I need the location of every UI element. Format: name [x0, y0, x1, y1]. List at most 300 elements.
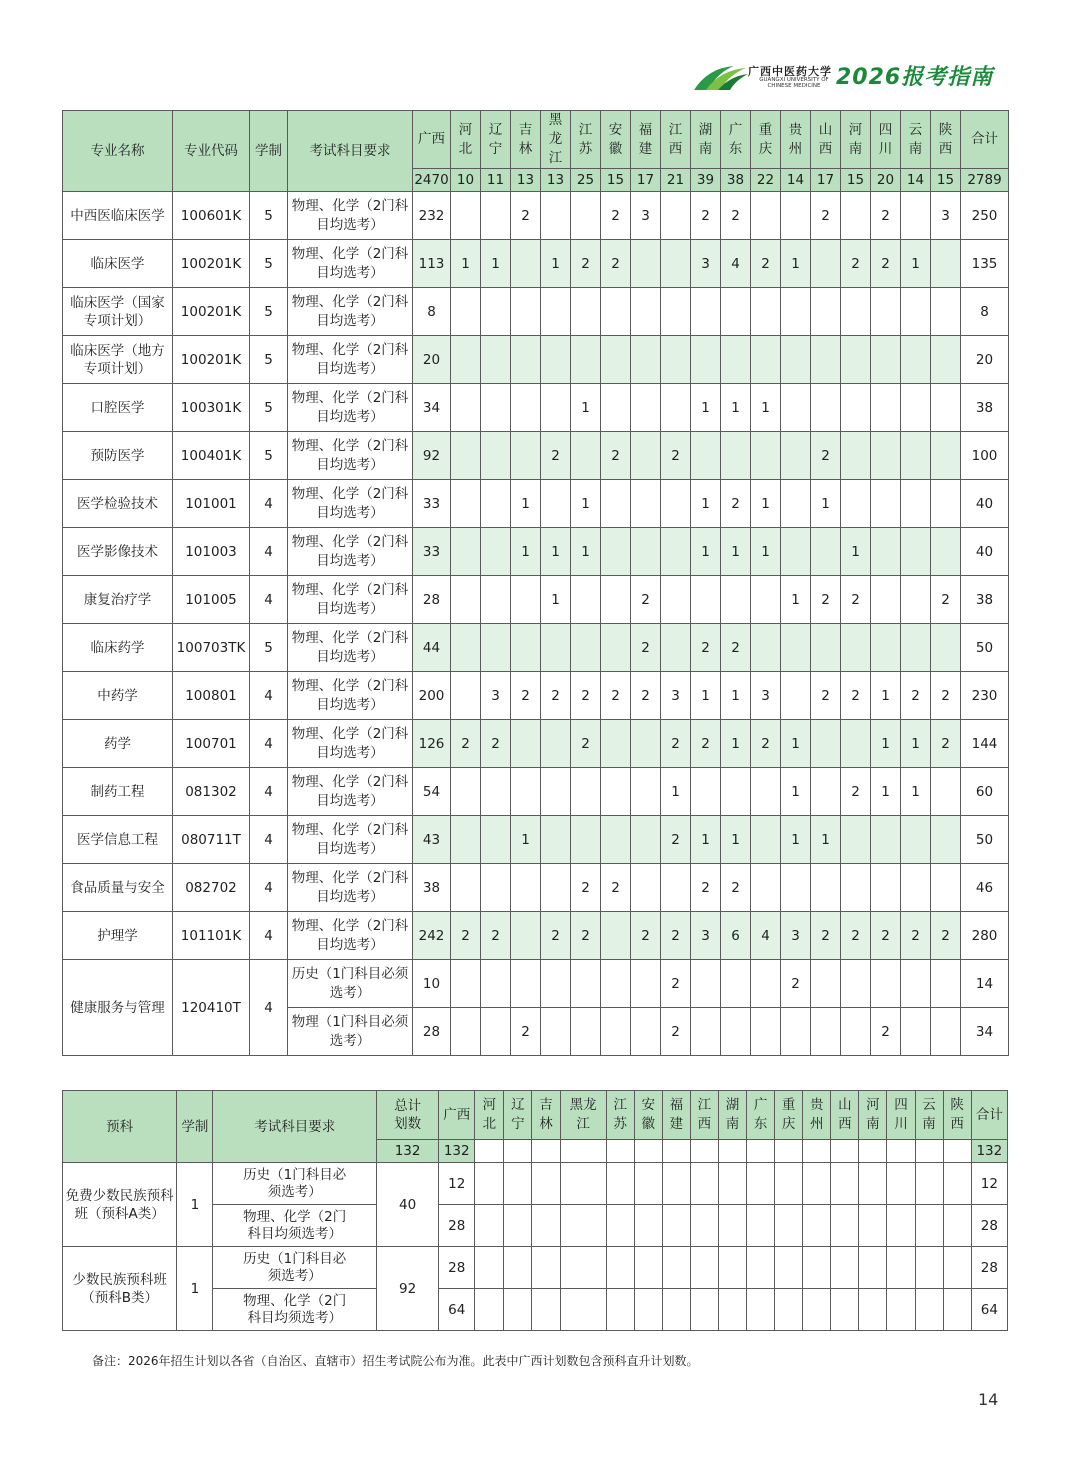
- plan-count: [606, 1247, 634, 1289]
- major-code: 100201K: [173, 288, 250, 336]
- plan-count: [571, 1008, 601, 1056]
- plan-count: [560, 1289, 606, 1331]
- school-name-cn: 广西中医药大学: [748, 65, 832, 78]
- row-total: 144: [961, 720, 1009, 768]
- plan-count: [811, 336, 841, 384]
- plan-count: 1: [751, 528, 781, 576]
- plan-count: [560, 1163, 606, 1205]
- plan-count: [775, 1163, 803, 1205]
- plan-count: 2: [811, 576, 841, 624]
- plan-count: [751, 816, 781, 864]
- plan-count: [718, 1205, 746, 1247]
- plan-count: 3: [691, 912, 721, 960]
- plan-count: [831, 1247, 859, 1289]
- plan-count: [631, 432, 661, 480]
- plan-count: [451, 672, 481, 720]
- plan-count: 28: [439, 1247, 475, 1289]
- major-code: 101101K: [173, 912, 250, 960]
- plan-count: [931, 384, 961, 432]
- plan-count: [571, 816, 601, 864]
- header-row: [63, 1091, 1008, 1140]
- plan-count: 2: [661, 816, 691, 864]
- plan-count: 232: [413, 192, 451, 240]
- plan-count: [634, 1289, 662, 1331]
- plan-count: [451, 576, 481, 624]
- plan-count: [811, 624, 841, 672]
- plan-count: 1: [781, 816, 811, 864]
- plan-count: [481, 768, 511, 816]
- duration: 4: [250, 768, 288, 816]
- plan-count: [901, 432, 931, 480]
- major-name: 医学检验技术: [63, 480, 173, 528]
- prep-total: [859, 1140, 887, 1163]
- plan-count: [541, 720, 571, 768]
- plan-count: 3: [691, 240, 721, 288]
- row-total: 64: [971, 1289, 1007, 1331]
- plan-count: 1: [871, 768, 901, 816]
- duration: 5: [250, 240, 288, 288]
- plan-count: [631, 288, 661, 336]
- plan-count: [781, 288, 811, 336]
- subject-requirement: 物理、化学（2门科目均选考）: [288, 624, 413, 672]
- plan-count: 2: [871, 1008, 901, 1056]
- plan-count: [931, 528, 961, 576]
- duration: 5: [250, 336, 288, 384]
- plan-count: [634, 1163, 662, 1205]
- plan-count: 3: [931, 192, 961, 240]
- plan-count: [631, 1008, 661, 1056]
- table-row: [63, 768, 1009, 816]
- plan-count: 2: [931, 672, 961, 720]
- plan-count: [601, 720, 631, 768]
- table-row: [63, 1163, 1008, 1205]
- prep-total: [634, 1140, 662, 1163]
- plan-count: [811, 720, 841, 768]
- province-total: 14: [781, 169, 811, 192]
- duration: 1: [177, 1163, 213, 1247]
- province-header: 吉林: [532, 1091, 560, 1140]
- plan-count: [718, 1289, 746, 1331]
- plan-count: 2: [481, 912, 511, 960]
- province-header: 江西: [690, 1091, 718, 1140]
- province-header: 广西: [413, 111, 451, 169]
- subject-requirement: 物理、化学（2门科目均选考）: [288, 528, 413, 576]
- plan-count: [859, 1289, 887, 1331]
- major-code: 100201K: [173, 336, 250, 384]
- plan-count: [661, 624, 691, 672]
- plan-count: 2: [571, 672, 601, 720]
- plan-count: [601, 576, 631, 624]
- prep-total: [532, 1140, 560, 1163]
- duration: 4: [250, 816, 288, 864]
- plan-count: [841, 1008, 871, 1056]
- plan-count: [690, 1247, 718, 1289]
- page-number: 14: [978, 1390, 999, 1409]
- prep-class-name: 少数民族预科班（预科B类）: [63, 1247, 177, 1331]
- plan-count: 2: [721, 192, 751, 240]
- plan-count: [915, 1247, 943, 1289]
- plan-count: [747, 1205, 775, 1247]
- province-header: 黑龙江: [560, 1091, 606, 1140]
- prep-total: [775, 1140, 803, 1163]
- plan-count: [718, 1247, 746, 1289]
- province-header: 陕西: [943, 1091, 971, 1140]
- plan-count: [811, 1008, 841, 1056]
- duration: 5: [250, 192, 288, 240]
- subject-requirement: 历史（1门科目必须选考）: [213, 1163, 377, 1205]
- plan-count: [481, 624, 511, 672]
- plan-count: [803, 1289, 831, 1331]
- major-code: 100801: [173, 672, 250, 720]
- major-code: 100601K: [173, 192, 250, 240]
- plan-count: [775, 1289, 803, 1331]
- plan-count: [571, 288, 601, 336]
- plan-count: [511, 960, 541, 1008]
- plan-count: [751, 288, 781, 336]
- duration: 4: [250, 480, 288, 528]
- province-total: 2470: [413, 169, 451, 192]
- plan-count: [841, 288, 871, 336]
- plan-count: 2: [811, 672, 841, 720]
- major-code-header: 专业代码: [173, 111, 250, 192]
- plan-count: [451, 624, 481, 672]
- plan-count: [662, 1205, 690, 1247]
- plan-count: [606, 1289, 634, 1331]
- plan-count: [541, 1008, 571, 1056]
- plan-count: 2: [871, 192, 901, 240]
- plan-count: [831, 1289, 859, 1331]
- plan-count: [475, 1289, 504, 1331]
- province-total: 13: [511, 169, 541, 192]
- prep-total: 132: [971, 1140, 1007, 1163]
- plan-count: [511, 720, 541, 768]
- major-code: 081302: [173, 768, 250, 816]
- plan-count: [871, 576, 901, 624]
- province-header: 广东: [721, 111, 751, 169]
- plan-count: [475, 1247, 504, 1289]
- subject-requirement: 物理、化学（2门科目均选考）: [288, 240, 413, 288]
- row-total: 14: [961, 960, 1009, 1008]
- province-header: 四川: [887, 1091, 915, 1140]
- plan-count: [571, 192, 601, 240]
- plan-count: [781, 336, 811, 384]
- duration: 4: [250, 864, 288, 912]
- plan-count: 1: [871, 672, 901, 720]
- major-name: 制药工程: [63, 768, 173, 816]
- plan-count: [560, 1247, 606, 1289]
- plan-count: [631, 720, 661, 768]
- plan-count: [451, 528, 481, 576]
- plan-count: [691, 288, 721, 336]
- subject-requirement: 物理、化学（2门科目均选考）: [288, 480, 413, 528]
- plan-count: 1: [541, 576, 571, 624]
- province-header: 江苏: [606, 1091, 634, 1140]
- plan-count: [601, 816, 631, 864]
- province-header: 贵州: [803, 1091, 831, 1140]
- plan-count: [915, 1289, 943, 1331]
- duration: 5: [250, 384, 288, 432]
- plan-count: [571, 336, 601, 384]
- plan-count: 2: [871, 240, 901, 288]
- preparatory-plan-table: [62, 1090, 1008, 1331]
- plan-count: [751, 1008, 781, 1056]
- plan-count: [541, 816, 571, 864]
- plan-count: 2: [751, 720, 781, 768]
- major-name: 中西医临床医学: [63, 192, 173, 240]
- plan-count: 2: [811, 432, 841, 480]
- major-name: 口腔医学: [63, 384, 173, 432]
- plan-count: [811, 864, 841, 912]
- plan-count: 1: [541, 528, 571, 576]
- plan-count: [831, 1163, 859, 1205]
- prep-total: 132: [376, 1140, 438, 1163]
- duration: 4: [250, 960, 288, 1056]
- plan-count: [931, 288, 961, 336]
- plan-count: [601, 288, 631, 336]
- plan-count: [901, 864, 931, 912]
- plan-count: 1: [901, 720, 931, 768]
- province-total: 20: [871, 169, 901, 192]
- plan-count: 3: [661, 672, 691, 720]
- major-code: 101001: [173, 480, 250, 528]
- plan-count: [481, 1008, 511, 1056]
- duration: 4: [250, 912, 288, 960]
- plan-count: [451, 960, 481, 1008]
- province-header: 合计: [961, 111, 1009, 169]
- major-code: 100703TK: [173, 624, 250, 672]
- subject-requirement: 物理、化学（2门科目均选考）: [288, 768, 413, 816]
- plan-count: 2: [451, 720, 481, 768]
- plan-count: [475, 1205, 504, 1247]
- plan-count: [511, 768, 541, 816]
- plan-count: [481, 384, 511, 432]
- major-name: 医学影像技术: [63, 528, 173, 576]
- plan-count: [751, 960, 781, 1008]
- page-header: [690, 58, 1020, 98]
- plan-count: [504, 1163, 532, 1205]
- plan-count: 1: [751, 384, 781, 432]
- table-row: [63, 288, 1009, 336]
- row-total: 28: [971, 1247, 1007, 1289]
- plan-count: [451, 384, 481, 432]
- plan-count: [691, 768, 721, 816]
- total-plan: 40: [376, 1163, 438, 1247]
- row-total: 250: [961, 192, 1009, 240]
- plan-count: [541, 768, 571, 816]
- plan-count: [541, 480, 571, 528]
- plan-count: [661, 576, 691, 624]
- plan-count: [481, 864, 511, 912]
- row-total: 230: [961, 672, 1009, 720]
- table-row: [63, 384, 1009, 432]
- plan-count: 2: [601, 192, 631, 240]
- subject-requirement: 历史（1门科目必须选考）: [213, 1247, 377, 1289]
- plan-count: 2: [511, 672, 541, 720]
- plan-count: [931, 768, 961, 816]
- plan-count: 2: [931, 720, 961, 768]
- plan-count: [661, 336, 691, 384]
- subject-requirement: 物理、化学（2门科目均选考）: [288, 672, 413, 720]
- plan-count: [504, 1247, 532, 1289]
- plan-count: 1: [721, 384, 751, 432]
- plan-count: 1: [871, 720, 901, 768]
- header-row: [63, 111, 1009, 169]
- plan-count: [504, 1289, 532, 1331]
- province-header: 江苏: [571, 111, 601, 169]
- province-header: 河北: [451, 111, 481, 169]
- plan-count: [841, 624, 871, 672]
- plan-count: [631, 816, 661, 864]
- major-name: 临床医学（国家专项计划）: [63, 288, 173, 336]
- plan-count: [943, 1163, 971, 1205]
- plan-count: [943, 1289, 971, 1331]
- plan-count: 2: [541, 912, 571, 960]
- plan-count: [901, 384, 931, 432]
- subject-requirement: 物理（1门科目必须选考）: [288, 1008, 413, 1056]
- plan-count: [601, 960, 631, 1008]
- plan-count: [532, 1205, 560, 1247]
- plan-count: [871, 432, 901, 480]
- plan-count: [481, 960, 511, 1008]
- table-row: [63, 1247, 1008, 1289]
- plan-count: [481, 432, 511, 480]
- plan-count: [841, 864, 871, 912]
- plan-count: [859, 1163, 887, 1205]
- plan-count: [451, 480, 481, 528]
- plan-count: [504, 1205, 532, 1247]
- plan-count: 1: [751, 480, 781, 528]
- prep-class-name: 免费少数民族预科班（预科A类）: [63, 1163, 177, 1247]
- plan-count: [831, 1205, 859, 1247]
- plan-count: [811, 384, 841, 432]
- plan-count: 1: [811, 480, 841, 528]
- plan-count: 2: [571, 912, 601, 960]
- plan-count: [751, 336, 781, 384]
- plan-count: [811, 768, 841, 816]
- province-header: 云南: [915, 1091, 943, 1140]
- prep-total: [803, 1140, 831, 1163]
- major-code: 101005: [173, 576, 250, 624]
- row-total: 12: [971, 1163, 1007, 1205]
- province-header: 四川: [871, 111, 901, 169]
- plan-count: [931, 240, 961, 288]
- subject-req-header: 考试科目要求: [288, 111, 413, 192]
- plan-count: [451, 192, 481, 240]
- plan-count: [887, 1289, 915, 1331]
- plan-count: 2: [601, 432, 631, 480]
- plan-count: [841, 192, 871, 240]
- plan-count: 242: [413, 912, 451, 960]
- plan-count: [451, 288, 481, 336]
- plan-count: 1: [691, 480, 721, 528]
- plan-count: [601, 624, 631, 672]
- university-logo-icon: [690, 62, 750, 94]
- major-code: 100401K: [173, 432, 250, 480]
- plan-count: 20: [413, 336, 451, 384]
- prep-total: [475, 1140, 504, 1163]
- plan-count: 44: [413, 624, 451, 672]
- prep-total: [747, 1140, 775, 1163]
- plan-count: 1: [781, 240, 811, 288]
- plan-count: [511, 384, 541, 432]
- duration: 5: [250, 624, 288, 672]
- row-total: 40: [961, 480, 1009, 528]
- plan-count: [511, 912, 541, 960]
- major-name: 中药学: [63, 672, 173, 720]
- duration: 4: [250, 528, 288, 576]
- plan-count: [511, 864, 541, 912]
- row-total: 46: [961, 864, 1009, 912]
- plan-count: [781, 384, 811, 432]
- plan-count: [781, 192, 811, 240]
- table-row: [63, 528, 1009, 576]
- plan-count: [811, 288, 841, 336]
- province-total: 14: [901, 169, 931, 192]
- duration-header: 学制: [250, 111, 288, 192]
- plan-count: 2: [811, 912, 841, 960]
- plan-count: [718, 1163, 746, 1205]
- subject-requirement: 物理、化学（2门科目均选考）: [288, 384, 413, 432]
- major-name: 药学: [63, 720, 173, 768]
- row-total: 100: [961, 432, 1009, 480]
- plan-count: [871, 960, 901, 1008]
- province-total: 17: [631, 169, 661, 192]
- plan-count: [751, 576, 781, 624]
- plan-count: [541, 192, 571, 240]
- province-total: 38: [721, 169, 751, 192]
- major-code: 120410T: [173, 960, 250, 1056]
- plan-count: [481, 192, 511, 240]
- row-total: 20: [961, 336, 1009, 384]
- plan-count: [915, 1163, 943, 1205]
- major-name: 医学信息工程: [63, 816, 173, 864]
- province-header: 云南: [901, 111, 931, 169]
- subject-requirement: 物理、化学（2门科目均选考）: [288, 864, 413, 912]
- plan-count: [661, 240, 691, 288]
- province-total: 39: [691, 169, 721, 192]
- major-name: 临床医学（地方专项计划）: [63, 336, 173, 384]
- plan-count: [631, 864, 661, 912]
- plan-count: 2: [931, 576, 961, 624]
- plan-count: 200: [413, 672, 451, 720]
- plan-count: 2: [841, 768, 871, 816]
- duration: 4: [250, 720, 288, 768]
- plan-count: 2: [691, 192, 721, 240]
- guide-title: 2026报考指南: [836, 65, 994, 90]
- plan-count: [931, 960, 961, 1008]
- plan-count: [901, 480, 931, 528]
- major-name: 康复治疗学: [63, 576, 173, 624]
- major-name: 护理学: [63, 912, 173, 960]
- plan-count: 2: [481, 720, 511, 768]
- row-total: 38: [961, 384, 1009, 432]
- plan-count: 8: [413, 288, 451, 336]
- plan-count: [887, 1163, 915, 1205]
- plan-count: [631, 528, 661, 576]
- subject-requirement: 物理、化学（2门科目均选考）: [288, 720, 413, 768]
- plan-count: [931, 864, 961, 912]
- plan-count: 28: [439, 1205, 475, 1247]
- plan-count: [871, 528, 901, 576]
- prep-total: [887, 1140, 915, 1163]
- province-total: 11: [481, 169, 511, 192]
- plan-count: 1: [721, 672, 751, 720]
- plan-count: [451, 432, 481, 480]
- plan-count: [451, 336, 481, 384]
- plan-count: [451, 864, 481, 912]
- plan-count: [532, 1163, 560, 1205]
- plan-count: [481, 576, 511, 624]
